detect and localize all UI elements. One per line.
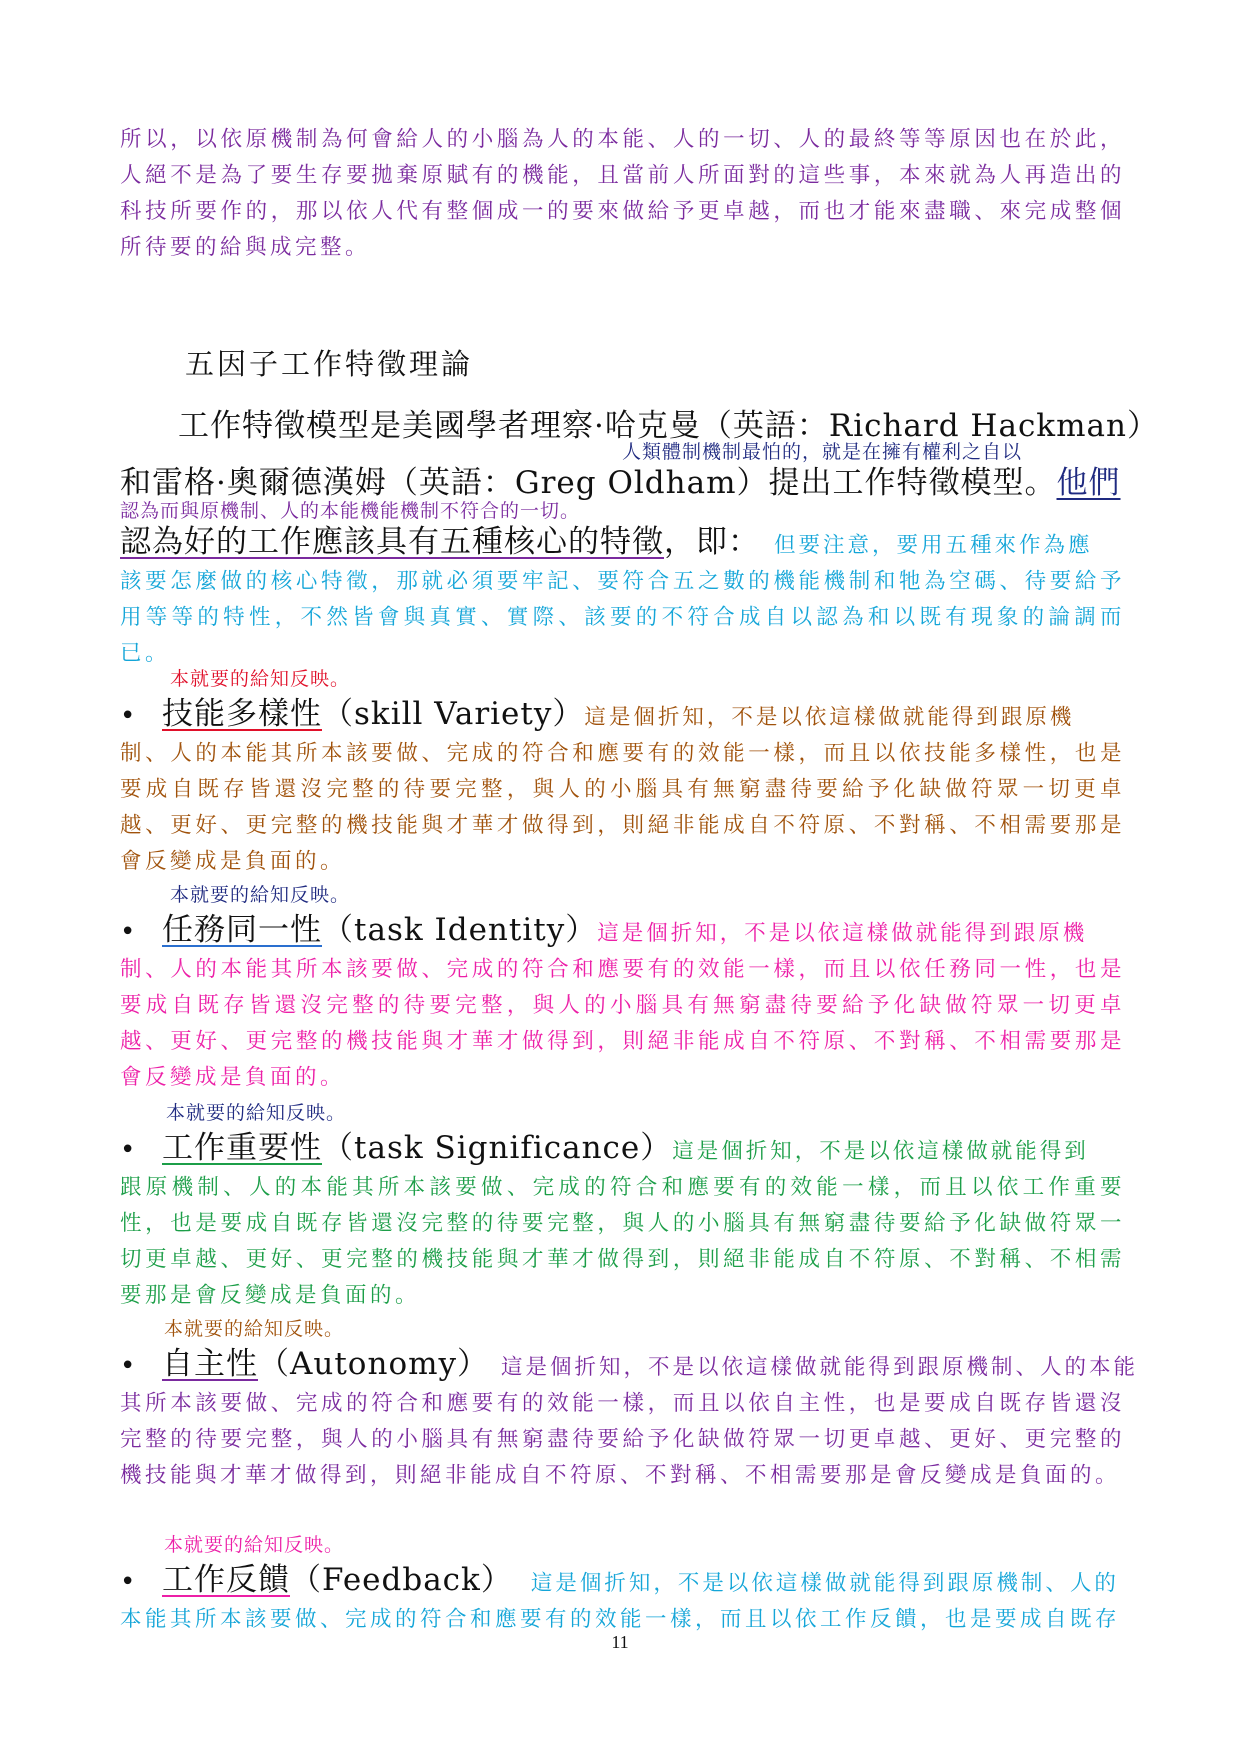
section-title: 五因子工作特徵理論 <box>185 347 474 381</box>
main-line-3-underlined: 認為好的工作應該具有五種核心的特徵 <box>120 524 664 560</box>
feature-5-first-line: 這是個折知，不是以依這樣做就能得到跟原機制、人的 <box>530 1571 1119 1596</box>
main-line-3-text: ，即： <box>664 524 760 560</box>
feature-1-first-line: 這是個折知，不是以依這樣做就能得到跟原機 <box>584 705 1075 730</box>
feature-2-note: 本就要的給知反映。 <box>170 884 351 906</box>
main-line-2-text: 和雷格·奧爾德漢姆（英語：Greg Oldham）提出工作特徵模型。 <box>120 465 1057 501</box>
feature-2-heading <box>120 904 1125 949</box>
bullet-icon: • <box>120 1351 136 1381</box>
page-number: 11 <box>611 1632 629 1652</box>
feature-2-paragraph: 制、人的本能其所本該要做、完成的符合和應要有的效能一樣，而且以依任務同一性，也是要成自既存皆還沒完整的待要完整，與人的小腦具有無窮盡待要給予化缺做符眾一切更卓越、更好、更完整的機技能與才華才做得到，則絕非能成自不符原、不對稱、不相需要那是會反變成是負面的。 <box>120 957 1125 1090</box>
feature-5-paragraph: 本能其所本該要做、完成的符合和應要有的效能一樣，而且以依工作反饋，也是要成自既存 <box>120 1607 1121 1632</box>
feature-4-english: （Autonomy） <box>258 1346 490 1382</box>
intro-paragraph: 所以，以依原機制為何會給人的小腦為人的本能、人的一切、人的最終等等原因也在於此，人絕不是為了要生存要拋棄原賦有的機能，且當前人所面對的這些事，本來就為人再造出的科技所要作的，那以依人代有整個成一的要來做給予更卓越，而也才能來盡職、來完成整個所待要的給與成完整。 <box>120 127 1125 260</box>
main-line-3-note: 但要注意，要用五種來作為應 <box>774 533 1093 558</box>
bullet-icon: • <box>120 1135 136 1165</box>
bullet-icon: • <box>120 1567 136 1597</box>
feature-1-note: 本就要的給知反映。 <box>170 668 351 690</box>
bullet-icon: • <box>120 917 136 947</box>
main-line-1: 工作特徵模型是美國學者理察·哈克曼（英語：Richard Hackman） <box>178 408 1159 444</box>
feature-3-paragraph: 跟原機制、人的本能其所本該要做、完成的符合和應要有的效能一樣，而且以依工作重要性，也是要成自既存皆還沒完整的待要完整，與人的小腦具有無窮盡待要給予化缺做符眾一切更卓越、更好、更完整的機技能與才華才做得到，則絕非能成自不符原、不對稱、不相需要那是會反變成是負面的。 <box>120 1175 1125 1308</box>
feature-3-first-line: 這是個折知，不是以依這樣做就能得到 <box>672 1139 1089 1164</box>
feature-4-first-line: 這是個折知，不是以依這樣做就能得到跟原機制、人的本能 <box>501 1355 1139 1380</box>
feature-4-term: 自主性 <box>162 1346 258 1382</box>
feature-3-note: 本就要的給知反映。 <box>166 1102 347 1124</box>
feature-4-note: 本就要的給知反映。 <box>164 1318 345 1340</box>
feature-1-term: 技能多樣性 <box>162 696 322 732</box>
feature-3-english: （task Significance） <box>322 1130 673 1166</box>
feature-2-english: （task Identity） <box>322 912 598 948</box>
main-line-2-underlined: 他們 <box>1056 465 1121 501</box>
feature-3-term: 工作重要性 <box>162 1130 322 1166</box>
feature-4-heading <box>120 1338 1139 1383</box>
annotation-top: 人類體制機制最怕的，就是在擁有權利之自以 <box>622 441 1023 463</box>
feature-2-term: 任務同一性 <box>162 912 322 948</box>
feature-3-heading <box>120 1122 1125 1167</box>
feature-1-paragraph: 制、人的本能其所本該要做、完成的符合和應要有的效能一樣，而且以依技能多樣性，也是要成自既存皆還沒完整的待要完整，與人的小腦具有無窮盡待要給予化缺做符眾一切更卓越、更好、更完整的機技能與才華才做得到，則絕非能成自不符原、不對稱、不相需要那是會反變成是負面的。 <box>120 741 1125 874</box>
feature-5-english: （Feedback） <box>290 1562 513 1598</box>
main-line-3 <box>120 516 1093 561</box>
feature-5-note: 本就要的給知反映。 <box>164 1534 345 1556</box>
feature-4-paragraph: 其所本該要做、完成的符合和應要有的效能一樣，而且以依自主性，也是要成自既存皆還沒完整的待要完整，與人的小腦具有無窮盡待要給予化缺做符眾一切更卓越、更好、更完整的機技能與才華才做得到，則絕非能成自不符原、不對稱、不相需要那是會反變成是負面的。 <box>120 1391 1125 1488</box>
feature-1-english: （skill Variety） <box>322 696 585 732</box>
feature-1-heading <box>120 688 1125 733</box>
annotation-bottom: 認為而與原機制、人的本能機能機制不符合的一切。 <box>120 500 581 522</box>
feature-2-first-line: 這是個折知，不是以依這樣做就能得到跟原機 <box>597 921 1088 946</box>
cyan-paragraph: 該要怎麼做的核心特徵，那就必須要牢記、要符合五之數的機能機制和牠為空碼、待要給予用等等的特性，不然皆會與真實、實際、該要的不符合成自以認為和以既有現象的論調而已。 <box>120 569 1125 666</box>
bullet-icon: • <box>120 701 136 731</box>
feature-5-heading <box>120 1554 1125 1599</box>
feature-5-term: 工作反饋 <box>162 1562 290 1598</box>
